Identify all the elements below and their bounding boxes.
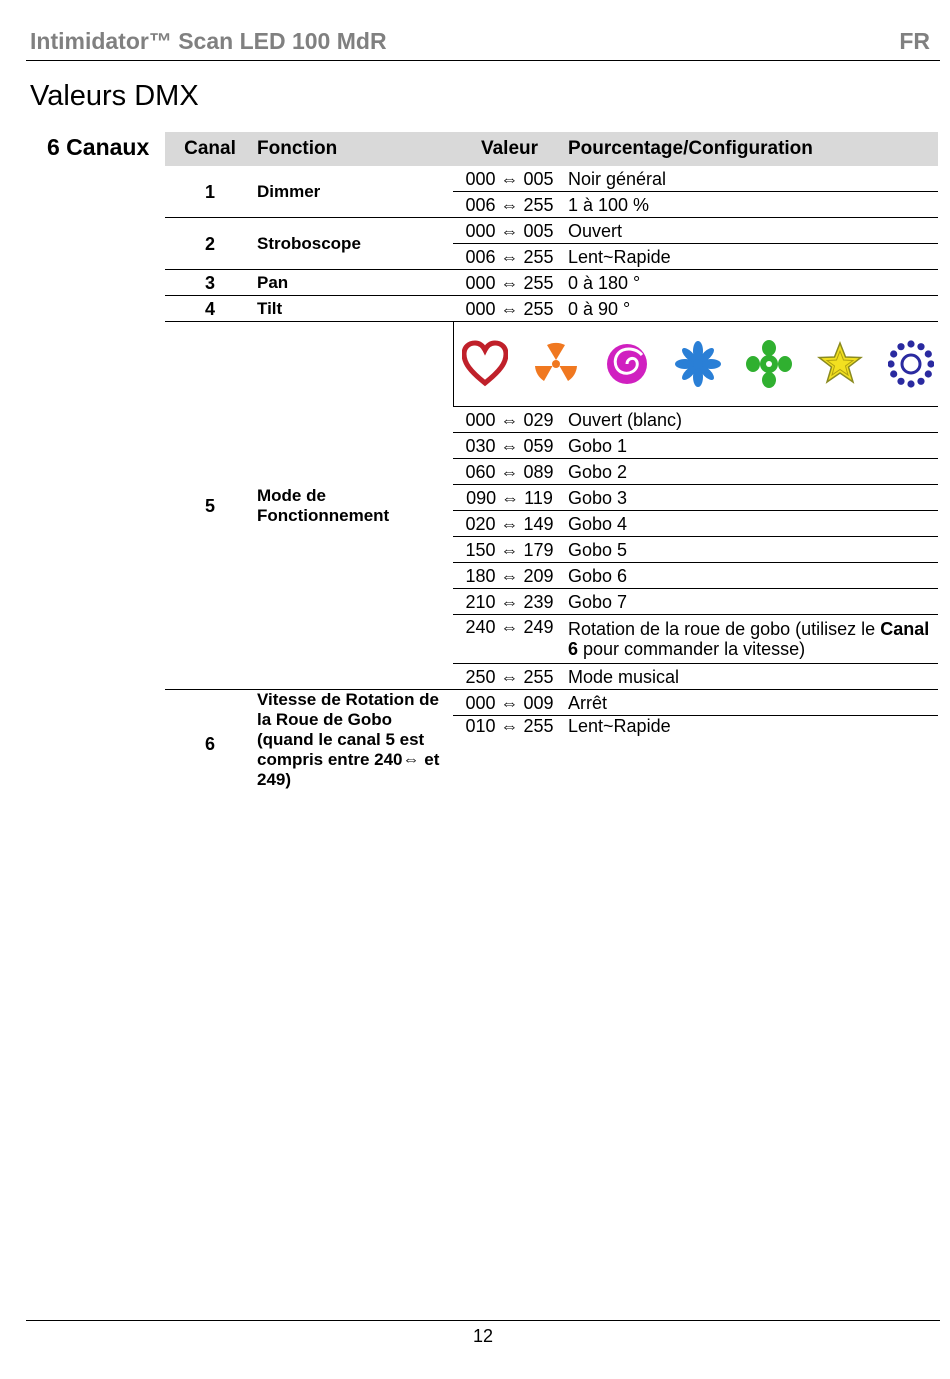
page-title: Valeurs DMX: [30, 80, 199, 112]
rotation-text-start: Rotation de la roue de gobo (utilisez le: [568, 619, 881, 639]
flower-gobo-icon: [746, 339, 792, 389]
value-range: 180 ⇔ 209: [453, 563, 566, 589]
rotation-channel-ref: Canal 6: [568, 619, 930, 659]
channel-number: 2: [165, 218, 255, 270]
value-range: 020 ⇔ 149: [453, 511, 566, 537]
table-row: [165, 166, 938, 192]
header-canal: Canal: [165, 132, 255, 166]
value-description: Mode musical: [566, 664, 938, 690]
value-range: 240 ⇔ 249: [453, 615, 566, 664]
value-description: Gobo 3: [566, 485, 938, 511]
value-description: Gobo 4: [566, 511, 938, 537]
value-description: Arrêt: [566, 690, 938, 716]
channel-function: Mode de Fonctionnement: [255, 322, 453, 690]
value-description: Gobo 2: [566, 459, 938, 485]
value-range: 010 ⇔ 255: [465, 716, 554, 736]
table-row: [165, 690, 938, 716]
gobo-icons-cell: [453, 322, 938, 407]
swirl-gobo-icon: [604, 339, 650, 389]
page-number: 12: [472, 1326, 494, 1346]
value-description: 0 à 180 °: [566, 270, 938, 296]
channel-function: Pan: [255, 270, 453, 296]
channel-function: Tilt: [255, 296, 453, 322]
header-fonction: Fonction: [255, 132, 453, 166]
value-range: 090 ⇔ 119: [453, 485, 566, 511]
value-range: 006 ⇔ 255: [453, 244, 566, 270]
header-valeur: Valeur: [453, 132, 566, 166]
channel-number: 1: [165, 166, 255, 218]
value-range: 000 ⇔ 009: [453, 690, 566, 716]
channel-number: 6: [204, 733, 215, 754]
value-range: 250 ⇔ 255: [453, 664, 566, 690]
value-description: Ouvert (blanc): [566, 407, 938, 433]
rotation-text-end: pour commander la vitesse): [578, 639, 806, 659]
dmx-values-table: [165, 132, 938, 798]
table-row: [165, 218, 938, 244]
value-description: 1 à 100 %: [566, 192, 938, 218]
star-gobo-icon: [817, 339, 863, 389]
value-range: 030 ⇔ 059: [453, 433, 566, 459]
value-description: Lent~Rapide: [568, 716, 671, 736]
snowflake-gobo-icon: [675, 339, 721, 389]
value-description: [566, 615, 938, 664]
value-range: 000 ⇔ 005: [453, 218, 566, 244]
channel-number: 3: [165, 270, 255, 296]
channel-number: 5: [165, 322, 255, 690]
value-description: Lent~Rapide: [566, 244, 938, 270]
gobo-icons-row: [165, 322, 938, 407]
radiation-gobo-icon: [533, 339, 579, 389]
value-description: Ouvert: [566, 218, 938, 244]
value-range: 006 ⇔ 255: [453, 192, 566, 218]
channel-function: Stroboscope: [255, 218, 453, 270]
value-description: Gobo 6: [566, 563, 938, 589]
document-header-title: Intimidator™ Scan LED 100 MdR: [30, 28, 387, 54]
value-range: 000 ⇔ 255: [453, 270, 566, 296]
dots-ring-gobo-icon: [888, 339, 934, 389]
table-header-row: [165, 132, 938, 166]
value-range: 000 ⇔ 029: [453, 407, 566, 433]
value-range: 210 ⇔ 239: [453, 589, 566, 615]
value-description: Gobo 7: [566, 589, 938, 615]
value-description: Gobo 5: [566, 537, 938, 563]
value-description: Noir général: [566, 166, 938, 192]
value-range: 000 ⇔ 255: [453, 296, 566, 322]
channel-number: 4: [165, 296, 255, 322]
header-rule: [26, 60, 940, 61]
value-description: 0 à 90 °: [566, 296, 938, 322]
value-description: Gobo 1: [566, 433, 938, 459]
table-row: [165, 270, 938, 296]
value-range: 150 ⇔ 179: [453, 537, 566, 563]
heart-gobo-icon: [462, 339, 508, 389]
footer-rule: [26, 1320, 940, 1321]
channel-function: Dimmer: [255, 166, 453, 218]
value-range: 060 ⇔ 089: [453, 459, 566, 485]
language-code: FR: [899, 28, 930, 54]
value-range: 000 ⇔ 005: [453, 166, 566, 192]
section-label: 6 Canaux: [47, 134, 150, 160]
table-row: [165, 296, 938, 322]
gobo-icons: [456, 339, 937, 389]
header-pourcentage: Pourcentage/Configuration: [566, 132, 938, 166]
channel-function: Vitesse de Rotation de la Roue de Gobo (quand le canal 5 est compris entre 240⇔ et 249): [257, 690, 440, 789]
